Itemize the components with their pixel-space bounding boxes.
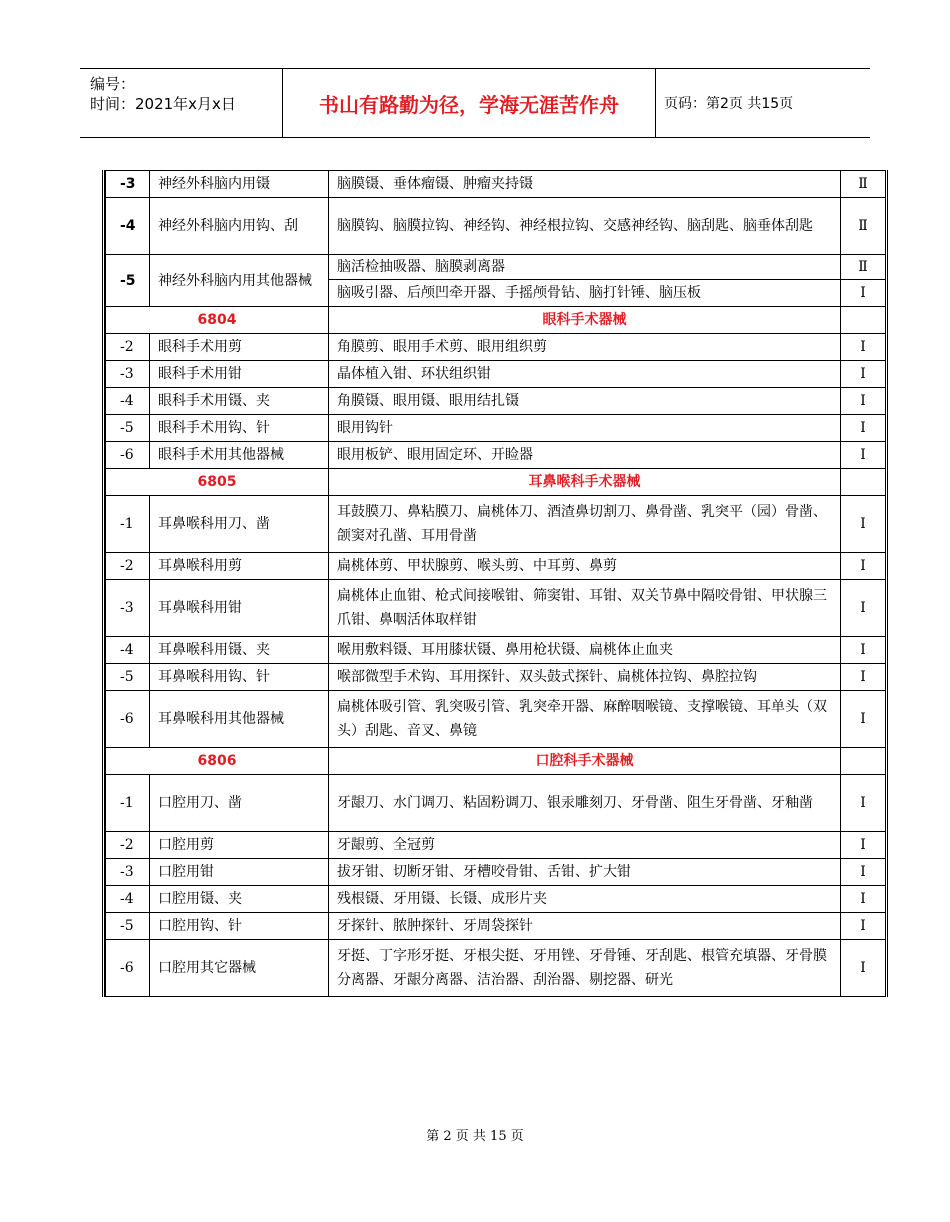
row-examples: 牙龈刀、水门调刀、粘固粉调刀、银汞雕刻刀、牙骨凿、阻生牙骨凿、牙釉凿 (329, 775, 841, 832)
row-class: Ⅰ (841, 388, 886, 415)
row-class: Ⅰ (841, 361, 886, 388)
row-number: -6 (106, 691, 150, 748)
row-category: 口腔用其它器械 (150, 940, 329, 997)
table-row (106, 442, 886, 469)
device-classification-table (102, 170, 888, 997)
section-title: 耳鼻喉科手术器械 (329, 469, 841, 496)
row-class: Ⅰ (841, 664, 886, 691)
section-title: 口腔科手术器械 (329, 748, 841, 775)
row-number: -6 (106, 442, 150, 469)
row-category: 神经外科脑内用其他器械 (150, 255, 329, 307)
table-row (106, 171, 886, 198)
table-row (106, 664, 886, 691)
row-category: 耳鼻喉科用剪 (150, 553, 329, 580)
row-number: -6 (106, 940, 150, 997)
row-examples: 扁桃体剪、甲状腺剪、喉头剪、中耳剪、鼻剪 (329, 553, 841, 580)
table-row (106, 496, 886, 553)
row-examples: 角膜镊、眼用镊、眼用结扎镊 (329, 388, 841, 415)
row-class: Ⅱ (841, 255, 886, 280)
section-class (841, 307, 886, 334)
row-examples: 眼用板铲、眼用固定环、开睑器 (329, 442, 841, 469)
row-category: 耳鼻喉科用镊、夹 (150, 637, 329, 664)
row-category: 神经外科脑内用钩、刮 (150, 198, 329, 255)
row-class: Ⅰ (841, 580, 886, 637)
row-category: 眼科手术用其他器械 (150, 442, 329, 469)
table-row (106, 198, 886, 255)
row-category: 眼科手术用钩、针 (150, 415, 329, 442)
code-label: 编号： (90, 75, 136, 93)
table-row (106, 580, 886, 637)
section-header-row (106, 748, 886, 775)
table-row (106, 886, 886, 913)
table-row (106, 637, 886, 664)
row-examples: 眼用钩针 (329, 415, 841, 442)
row-number: -3 (106, 171, 150, 198)
table-row (106, 775, 886, 832)
row-category: 口腔用钩、针 (150, 913, 329, 940)
row-examples: 角膜剪、眼用手术剪、眼用组织剪 (329, 334, 841, 361)
table-row (106, 553, 886, 580)
table-row (106, 940, 886, 997)
section-class (841, 748, 886, 775)
row-examples: 喉用敷料镊、耳用膝状镊、鼻用枪状镊、扁桃体止血夹 (329, 637, 841, 664)
header-page-info: 页码：第2页 共15页 (664, 96, 794, 112)
row-category: 口腔用钳 (150, 859, 329, 886)
row-class: Ⅰ (841, 496, 886, 553)
table-row (106, 255, 886, 280)
table-row (106, 388, 886, 415)
row-number: -3 (106, 859, 150, 886)
row-class: Ⅰ (841, 859, 886, 886)
row-number: -4 (106, 198, 150, 255)
section-title: 眼科手术器械 (329, 307, 841, 334)
row-number: -5 (106, 913, 150, 940)
table-row (106, 691, 886, 748)
row-category: 耳鼻喉科用其他器械 (150, 691, 329, 748)
section-class (841, 469, 886, 496)
row-examples: 脑膜钩、脑膜拉钩、神经钩、神经根拉钩、交感神经钩、脑刮匙、脑垂体刮匙 (329, 198, 841, 255)
row-examples: 残根镊、牙用镊、长镊、成形片夹 (329, 886, 841, 913)
row-number: -4 (106, 388, 150, 415)
row-class: Ⅰ (841, 334, 886, 361)
section-code: 6806 (106, 748, 329, 775)
row-class: Ⅰ (841, 940, 886, 997)
row-examples: 扁桃体止血钳、枪式间接喉钳、筛窦钳、耳钳、双关节鼻中隔咬骨钳、甲状腺三爪钳、鼻咽活体取样钳 (329, 580, 841, 637)
row-class: Ⅱ (841, 198, 886, 255)
table-row (106, 361, 886, 388)
row-category: 耳鼻喉科用刀、凿 (150, 496, 329, 553)
row-class: Ⅰ (841, 280, 886, 307)
row-examples: 脑膜镊、垂体瘤镊、肿瘤夹持镊 (329, 171, 841, 198)
row-class: Ⅰ (841, 442, 886, 469)
row-class: Ⅰ (841, 913, 886, 940)
row-category: 口腔用镊、夹 (150, 886, 329, 913)
row-examples: 牙探针、脓肿探针、牙周袋探针 (329, 913, 841, 940)
row-category: 神经外科脑内用镊 (150, 171, 329, 198)
section-code: 6804 (106, 307, 329, 334)
table-row (106, 334, 886, 361)
page-header (80, 68, 870, 138)
header-meta (80, 69, 283, 137)
time-label: 时间：2021年x月x日 (90, 95, 236, 113)
row-examples: 喉部微型手术钩、耳用探针、双头鼓式探针、扁桃体拉钩、鼻腔拉钩 (329, 664, 841, 691)
row-number: -3 (106, 580, 150, 637)
row-category: 眼科手术用钳 (150, 361, 329, 388)
row-class: Ⅱ (841, 171, 886, 198)
section-header-row (106, 307, 886, 334)
row-class: Ⅰ (841, 553, 886, 580)
row-class: Ⅰ (841, 775, 886, 832)
row-examples: 牙挺、丁字形牙挺、牙根尖挺、牙用锉、牙骨锤、牙刮匙、根管充填器、牙骨膜分离器、牙龈分离器、洁治器、刮治器、剔挖器、研光 (329, 940, 841, 997)
row-number: -2 (106, 334, 150, 361)
section-code: 6805 (106, 469, 329, 496)
row-examples: 脑吸引器、后颅凹牵开器、手摇颅骨钻、脑打针锤、脑压板 (329, 280, 841, 307)
header-motto: 书山有路勤为径，学海无涯苦作舟 (283, 69, 656, 137)
row-class: Ⅰ (841, 637, 886, 664)
row-number: -5 (106, 255, 150, 307)
row-number: -5 (106, 664, 150, 691)
table-row (106, 832, 886, 859)
row-examples: 脑活检抽吸器、脑膜剥离器 (329, 255, 841, 280)
row-examples: 扁桃体吸引管、乳突吸引管、乳突牵开器、麻醉咽喉镜、支撑喉镜、耳单头（双头）刮匙、音叉、鼻镜 (329, 691, 841, 748)
row-examples: 牙龈剪、全冠剪 (329, 832, 841, 859)
row-category: 耳鼻喉科用钩、针 (150, 664, 329, 691)
row-category: 眼科手术用剪 (150, 334, 329, 361)
row-class: Ⅰ (841, 832, 886, 859)
page-footer: 第 2 页 共 15 页 (426, 1129, 524, 1144)
row-number: -2 (106, 553, 150, 580)
row-number: -2 (106, 832, 150, 859)
row-number: -1 (106, 496, 150, 553)
row-category: 耳鼻喉科用钳 (150, 580, 329, 637)
row-number: -4 (106, 637, 150, 664)
row-category: 眼科手术用镊、夹 (150, 388, 329, 415)
row-number: -4 (106, 886, 150, 913)
table-row (106, 913, 886, 940)
row-examples: 晶体植入钳、环状组织钳 (329, 361, 841, 388)
row-number: -3 (106, 361, 150, 388)
row-class: Ⅰ (841, 415, 886, 442)
row-number: -5 (106, 415, 150, 442)
row-category: 口腔用剪 (150, 832, 329, 859)
row-examples: 耳鼓膜刀、鼻粘膜刀、扁桃体刀、酒渣鼻切割刀、鼻骨凿、乳突平（园）骨凿、颌窦对孔凿、耳用骨凿 (329, 496, 841, 553)
table-row (106, 859, 886, 886)
section-header-row (106, 469, 886, 496)
row-class: Ⅰ (841, 886, 886, 913)
table-row (106, 415, 886, 442)
row-number: -1 (106, 775, 150, 832)
row-examples: 拔牙钳、切断牙钳、牙槽咬骨钳、舌钳、扩大钳 (329, 859, 841, 886)
row-category: 口腔用刀、凿 (150, 775, 329, 832)
row-class: Ⅰ (841, 691, 886, 748)
